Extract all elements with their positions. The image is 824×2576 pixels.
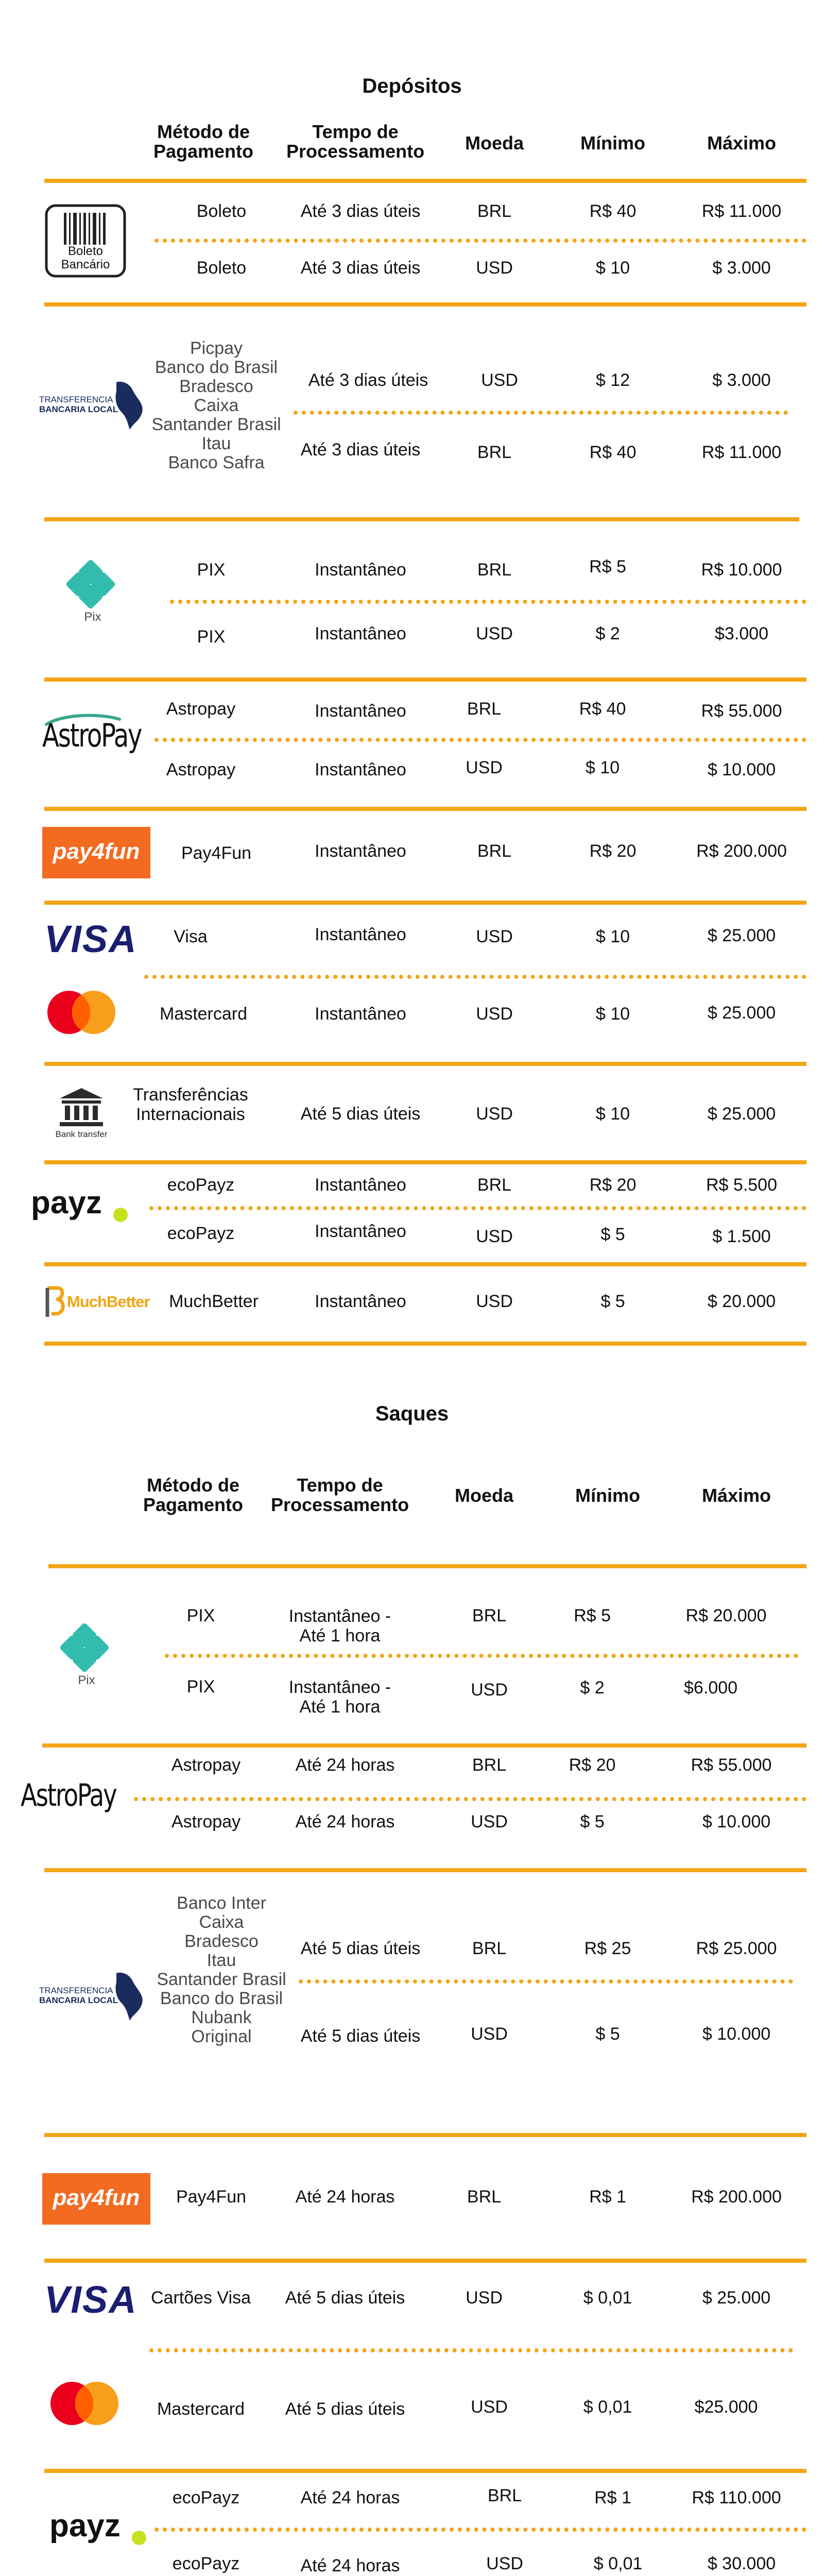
payz-dot-icon <box>132 2531 146 2545</box>
payz-logo <box>31 1185 139 1226</box>
header-time-line1: Tempo de <box>297 1475 383 1496</box>
pix-logo <box>56 1623 117 1690</box>
method-cell: Mastercard <box>157 2399 245 2419</box>
min-cell: R$ 5 <box>574 1606 611 1625</box>
time-cell: Instantâneo <box>315 1175 406 1195</box>
visa-logo-text: VISA <box>44 918 138 960</box>
time-cell: Instantâneo <box>315 1292 406 1311</box>
min-cell: $ 10 <box>595 1004 630 1024</box>
currency-cell: USD <box>476 1104 513 1124</box>
min-cell: $ 5 <box>595 2024 620 2044</box>
max-cell: $ 10.000 <box>702 1812 771 1832</box>
time-cell-line: Instantâneo - <box>288 1677 391 1697</box>
bank-name: Caixa <box>199 1912 244 1932</box>
divider <box>44 1160 806 1164</box>
min-cell: $ 5 <box>600 1292 625 1311</box>
min-cell: R$ 1 <box>594 2488 631 2507</box>
dotted-divider <box>154 738 806 742</box>
method-cell: MuchBetter <box>169 1292 259 1311</box>
min-cell: $ 10 <box>595 927 630 946</box>
header-time <box>273 122 438 161</box>
method-cell-line: Transferências <box>133 1085 248 1105</box>
max-cell: $ 25.000 <box>707 1104 776 1124</box>
currency-cell: USD <box>481 370 518 390</box>
mastercard-logo <box>45 989 117 1036</box>
time-cell <box>263 1677 417 1717</box>
method-cell: Astropay <box>166 760 236 779</box>
currency-cell: USD <box>476 1292 513 1311</box>
max-cell: R$ 5.500 <box>706 1175 777 1195</box>
max-cell: R$ 20.000 <box>685 1606 767 1625</box>
divider <box>44 1868 806 1872</box>
time-cell: Instantâneo <box>315 1004 406 1024</box>
method-cell: PIX <box>186 1606 215 1625</box>
max-cell: $ 25.000 <box>707 1003 776 1023</box>
method-cell: Boleto <box>196 258 247 278</box>
muchbetter-logo-text: MuchBetter <box>67 1293 150 1311</box>
pix-logo <box>62 560 124 626</box>
method-cell: ecoPayz <box>172 2488 240 2507</box>
divider <box>44 2469 806 2473</box>
time-cell: Instantâneo <box>315 624 406 643</box>
method-cell <box>118 1085 263 1124</box>
bank-list <box>144 1894 299 2046</box>
method-cell: PIX <box>197 560 226 580</box>
dotted-divider <box>299 1979 793 1984</box>
max-cell: $ 1.500 <box>712 1227 771 1246</box>
currency-cell: USD <box>486 2554 523 2573</box>
divider <box>48 1564 806 1568</box>
max-cell: $ 10.000 <box>707 760 776 779</box>
pix-logo-text: Pix <box>84 610 101 624</box>
time-cell-line: Instantâneo - <box>288 1606 391 1626</box>
min-cell: $ 5 <box>580 1812 605 1832</box>
payz-dot-icon <box>113 1208 128 1222</box>
divider <box>44 302 806 307</box>
min-cell: R$ 1 <box>589 2187 626 2207</box>
divider <box>44 807 806 811</box>
header-time-line1: Tempo de <box>312 121 399 142</box>
method-cell: ecoPayz <box>167 1175 235 1195</box>
max-cell: R$ 11.000 <box>701 201 782 221</box>
currency-cell: USD <box>471 1680 508 1700</box>
min-cell: R$ 40 <box>589 443 637 462</box>
max-cell: $ 30.000 <box>707 2554 776 2573</box>
header-method-line2: Pagamento <box>143 1494 244 1515</box>
method-cell: Astropay <box>166 699 236 719</box>
method-cell: Astropay <box>171 1755 241 1775</box>
header-max: Máximo <box>707 132 777 154</box>
divider <box>44 1262 806 1266</box>
dotted-divider <box>149 1206 806 1210</box>
max-cell: $ 10.000 <box>702 2024 771 2044</box>
bank-transfer-logo-text: Bank transfer <box>55 1129 108 1139</box>
bank-name: Santander Brasil <box>151 415 281 434</box>
currency-cell: BRL <box>467 699 502 719</box>
header-method-line2: Pagamento <box>153 141 254 162</box>
method-cell: ecoPayz <box>172 2554 240 2573</box>
divider <box>44 179 806 183</box>
withdrawals-title: Saques <box>375 1402 449 1425</box>
dotted-divider <box>134 1797 806 1801</box>
method-cell: Pay4Fun <box>181 843 252 863</box>
bank-name: Banco do Brasil <box>160 1989 283 2008</box>
method-cell: Cartões Visa <box>150 2288 251 2308</box>
currency-cell: BRL <box>477 841 512 861</box>
time-cell-line: Até 1 hora <box>299 1626 381 1646</box>
min-cell: R$ 20 <box>589 1175 637 1195</box>
header-method <box>116 1476 270 1515</box>
currency-cell: USD <box>471 1812 508 1832</box>
bank-name: Bradesco <box>184 1931 259 1951</box>
bank-name: Itau <box>207 1951 236 1970</box>
min-cell: $ 0,01 <box>593 2554 643 2573</box>
time-cell: Até 5 dias úteis <box>300 1104 421 1124</box>
method-cell: PIX <box>186 1677 215 1697</box>
astropay-logo <box>21 1775 139 1817</box>
time-cell: Até 24 horas <box>295 2187 395 2207</box>
header-max: Máximo <box>701 1485 771 1506</box>
bank-list <box>139 339 294 472</box>
header-time-line2: Processamento <box>270 1494 409 1515</box>
time-cell: Até 3 dias úteis <box>300 440 421 460</box>
time-cell <box>263 1606 417 1646</box>
payz-logo-text: payz <box>49 2508 121 2544</box>
min-cell: $ 10 <box>595 258 630 278</box>
bank-name: Banco do Brasil <box>154 358 278 377</box>
time-cell: Instantâneo <box>315 560 406 580</box>
divider <box>44 901 806 905</box>
currency-cell: BRL <box>472 1939 507 1958</box>
dotted-divider <box>154 239 806 243</box>
astropay-logo-text: AstroPay <box>42 717 142 754</box>
time-cell: Até 24 horas <box>300 2488 400 2507</box>
max-cell: $25.000 <box>694 2397 758 2417</box>
max-cell: $3.000 <box>715 624 768 643</box>
dotted-divider <box>149 2348 793 2352</box>
min-cell: $ 0,01 <box>583 2288 632 2308</box>
header-method-line1: Método de <box>157 121 250 142</box>
max-cell: $6.000 <box>684 1678 737 1698</box>
currency-cell: USD <box>476 1004 513 1024</box>
time-cell: Até 3 dias úteis <box>300 201 421 221</box>
max-cell: R$ 55.000 <box>701 701 782 721</box>
bank-transfer-logo <box>45 1086 117 1142</box>
dotted-divider <box>165 1654 798 1658</box>
max-cell: $ 25.000 <box>707 926 776 945</box>
dotted-divider <box>170 600 806 604</box>
visa-logo <box>44 918 138 960</box>
astropay-logo <box>42 712 150 758</box>
method-cell: Pay4Fun <box>176 2187 247 2207</box>
method-cell: ecoPayz <box>167 1224 235 1243</box>
currency-cell: BRL <box>487 2486 522 2505</box>
currency-cell: USD <box>466 2288 503 2308</box>
local-transfer-logo <box>39 1967 152 2024</box>
currency-cell: USD <box>476 624 513 643</box>
time-cell: Instantâneo <box>315 841 406 861</box>
min-cell: R$ 20 <box>589 841 637 861</box>
currency-cell: BRL <box>477 201 512 221</box>
dotted-divider <box>154 2528 806 2532</box>
currency-cell: USD <box>476 258 513 278</box>
bank-name: Banco Inter <box>177 1893 266 1913</box>
max-cell: $ 3.000 <box>712 370 771 390</box>
max-cell: R$ 200.000 <box>696 841 787 861</box>
method-cell-line: Internacionais <box>136 1105 245 1124</box>
astropay-logo-text: AstroPay <box>21 1777 116 1814</box>
mastercard-logo <box>48 2380 121 2427</box>
local-transfer-logo-text: BANCARIA LOCAL <box>39 404 118 414</box>
bank-name: Santander Brasil <box>157 1970 286 1989</box>
max-cell: R$ 110.000 <box>692 2488 781 2507</box>
boleto-logo-text: Bancário <box>61 258 110 272</box>
divider <box>42 1743 806 1748</box>
max-cell: R$ 10.000 <box>701 560 782 580</box>
local-transfer-logo-text: TRANSFERENCIA <box>39 1986 113 1995</box>
currency-cell: BRL <box>477 1175 512 1195</box>
header-time-line2: Processamento <box>286 141 425 162</box>
local-transfer-logo-text: BANCARIA LOCAL <box>39 1995 118 2005</box>
visa-logo-text: VISA <box>44 2278 138 2321</box>
currency-cell: BRL <box>477 443 512 462</box>
header-time <box>258 1476 422 1515</box>
payz-logo-text: payz <box>31 1185 102 1221</box>
currency-cell: USD <box>476 927 513 946</box>
time-cell: Instantâneo <box>315 925 406 944</box>
dotted-divider <box>294 411 788 415</box>
method-cell: Mastercard <box>159 1004 248 1024</box>
header-currency: Moeda <box>454 1485 513 1506</box>
currency-cell: USD <box>471 2024 508 2044</box>
header-min: Mínimo <box>580 132 645 154</box>
min-cell: R$ 5 <box>589 557 626 577</box>
bank-name: Picpay <box>190 338 243 358</box>
pay4fun-logo-text: pay4fun <box>53 839 140 864</box>
divider <box>44 2259 806 2263</box>
time-cell: Até 5 dias úteis <box>285 2288 405 2308</box>
max-cell: R$ 200.000 <box>691 2187 782 2207</box>
currency-cell: BRL <box>467 2187 502 2207</box>
method-cell: Astropay <box>171 1812 241 1832</box>
time-cell: Até 24 horas <box>295 1812 395 1832</box>
divider <box>44 1342 806 1346</box>
min-cell: $ 2 <box>595 624 620 643</box>
pix-logo-text: Pix <box>78 1673 95 1687</box>
local-transfer-logo-text: TRANSFERENCIA <box>39 395 113 404</box>
time-cell: Até 5 dias úteis <box>300 1939 421 1958</box>
max-cell: R$ 55.000 <box>691 1755 772 1775</box>
min-cell: R$ 40 <box>579 699 626 719</box>
max-cell: $ 20.000 <box>707 1292 776 1311</box>
pay4fun-logo <box>42 2173 150 2225</box>
max-cell: R$ 25.000 <box>696 1939 777 1958</box>
header-method-line1: Método de <box>147 1475 239 1496</box>
currency-cell: USD <box>466 758 503 777</box>
currency-cell: BRL <box>477 560 512 580</box>
pay4fun-logo <box>42 827 150 878</box>
muchbetter-logo <box>44 1285 152 1321</box>
method-cell: PIX <box>197 627 226 647</box>
time-cell: Até 5 dias úteis <box>300 2026 421 2046</box>
time-cell: Instantâneo <box>315 1222 406 1241</box>
bank-name: Bradesco <box>179 377 253 396</box>
min-cell: $ 10 <box>595 1104 630 1124</box>
max-cell: $ 3.000 <box>712 258 771 278</box>
min-cell: $ 10 <box>585 758 620 777</box>
payz-logo <box>49 2508 158 2549</box>
bank-name: Itau <box>201 434 231 453</box>
header-min: Mínimo <box>575 1485 640 1506</box>
header-method <box>126 122 281 161</box>
currency-cell: USD <box>476 1227 513 1246</box>
min-cell: $ 5 <box>600 1225 625 1244</box>
time-cell: Até 24 horas <box>300 2556 400 2575</box>
bank-name: Banco Safra <box>168 453 265 472</box>
boleto-logo-text: Boleto <box>67 244 104 258</box>
min-cell: R$ 40 <box>589 201 637 221</box>
time-cell: Até 3 dias úteis <box>308 370 428 390</box>
local-transfer-logo <box>39 376 152 433</box>
time-cell-line: Até 1 hora <box>299 1697 381 1717</box>
time-cell: Até 24 horas <box>295 1755 395 1775</box>
visa-logo <box>44 2278 138 2321</box>
divider <box>44 2133 806 2137</box>
header-currency: Moeda <box>465 132 524 154</box>
min-cell: R$ 25 <box>584 1939 631 1958</box>
min-cell: $ 2 <box>580 1678 605 1698</box>
dotted-divider <box>144 975 806 979</box>
max-cell: R$ 11.000 <box>701 443 782 462</box>
time-cell: Até 3 dias úteis <box>300 258 421 278</box>
bank-name: Nubank <box>191 2008 252 2027</box>
currency-cell: USD <box>471 2397 508 2417</box>
pay4fun-logo-text: pay4fun <box>53 2185 140 2210</box>
currency-cell: BRL <box>472 1755 507 1775</box>
max-cell: $ 25.000 <box>702 2288 771 2308</box>
divider <box>44 677 806 682</box>
time-cell: Instantâneo <box>315 701 406 721</box>
boleto-logo <box>44 204 127 278</box>
time-cell: Até 5 dias úteis <box>285 2399 405 2419</box>
bank-name: Caixa <box>194 396 239 415</box>
time-cell: Instantâneo <box>315 760 406 779</box>
divider <box>44 1062 806 1066</box>
method-cell: Boleto <box>196 201 247 221</box>
min-cell: $ 0,01 <box>583 2397 632 2417</box>
deposits-title: Depósitos <box>362 75 462 97</box>
method-cell: Visa <box>174 927 208 946</box>
currency-cell: BRL <box>472 1606 507 1625</box>
bank-name: Original <box>191 2027 252 2046</box>
divider <box>44 517 799 521</box>
min-cell: $ 12 <box>595 370 630 390</box>
min-cell: R$ 20 <box>569 1755 616 1775</box>
